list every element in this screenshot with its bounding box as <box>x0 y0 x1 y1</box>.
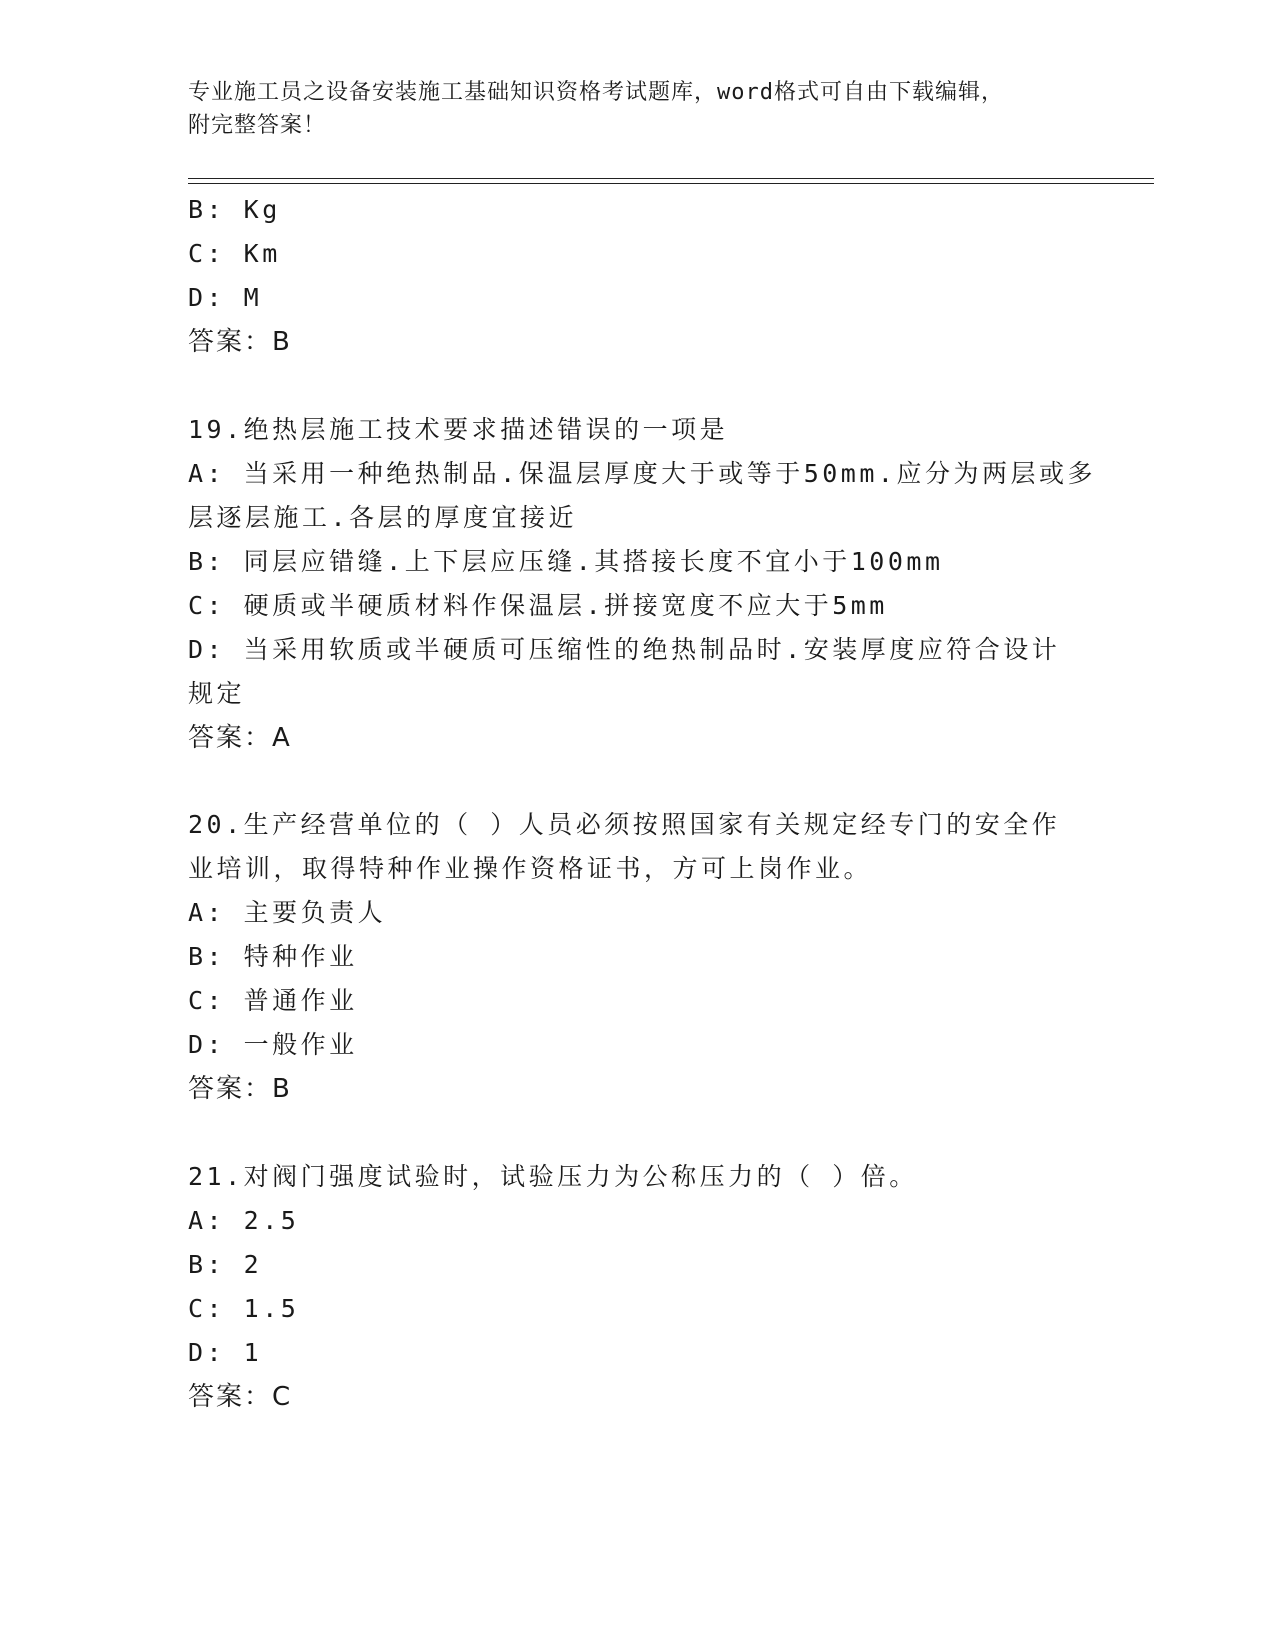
q21-stem: 21.对阀门强度试验时，试验压力为公称压力的（ ）倍。 <box>188 1162 918 1191</box>
q21-option-b: B: 2 <box>188 1250 263 1279</box>
q20-option-b: B: 特种作业 <box>188 942 358 971</box>
header-title-line-1: 专业施工员之设备安装施工基础知识资格考试题库，word格式可自由下载编辑， <box>188 80 1004 105</box>
q20-stem-line-2: 业培训，取得特种作业操作资格证书，方可上岗作业。 <box>188 854 873 883</box>
q19-option-a-line-2: 层逐层施工.各层的厚度宜接近 <box>188 503 578 532</box>
q19-stem: 19.绝热层施工技术要求描述错误的一项是 <box>188 415 729 444</box>
q19-option-d-line-2: 规定 <box>188 679 246 708</box>
q21-option-a: A: 2.5 <box>188 1206 300 1235</box>
header-rule-bottom <box>188 183 1154 184</box>
q20-answer: 答案：B <box>188 1074 292 1104</box>
q19-option-c: C: 硬质或半硬质材料作保温层.拼接宽度不应大于5mm <box>188 591 888 620</box>
q20-option-a: A: 主要负责人 <box>188 898 387 927</box>
q18-answer: 答案：B <box>188 327 292 357</box>
q21-option-d: D: 1 <box>188 1338 263 1367</box>
q20-option-c: C: 普通作业 <box>188 986 358 1015</box>
q20-stem-line-1: 20.生产经营单位的（ ）人员必须按照国家有关规定经专门的安全作 <box>188 810 1061 839</box>
q19-option-d-line-1: D: 当采用软质或半硬质可压缩性的绝热制品时.安装厚度应符合设计 <box>188 635 1061 664</box>
q19-option-b: B: 同层应错缝.上下层应压缝.其搭接长度不宜小于100mm <box>188 547 944 576</box>
q21-option-c: C: 1.5 <box>188 1294 300 1323</box>
q21-answer: 答案：C <box>188 1382 293 1412</box>
q19-answer: 答案：A <box>188 723 292 753</box>
q19-option-a-line-1: A: 当采用一种绝热制品.保温层厚度大于或等于50mm.应分为两层或多 <box>188 459 1096 488</box>
header-title-line-2: 附完整答案！ <box>188 113 327 138</box>
q18-option-b: B: Kg <box>188 195 281 224</box>
q18-option-d: D: M <box>188 283 263 312</box>
q20-option-d: D: 一般作业 <box>188 1030 358 1059</box>
document-header <box>188 76 1088 142</box>
header-rule-top <box>188 178 1154 179</box>
q18-option-c: C: Km <box>188 239 281 268</box>
